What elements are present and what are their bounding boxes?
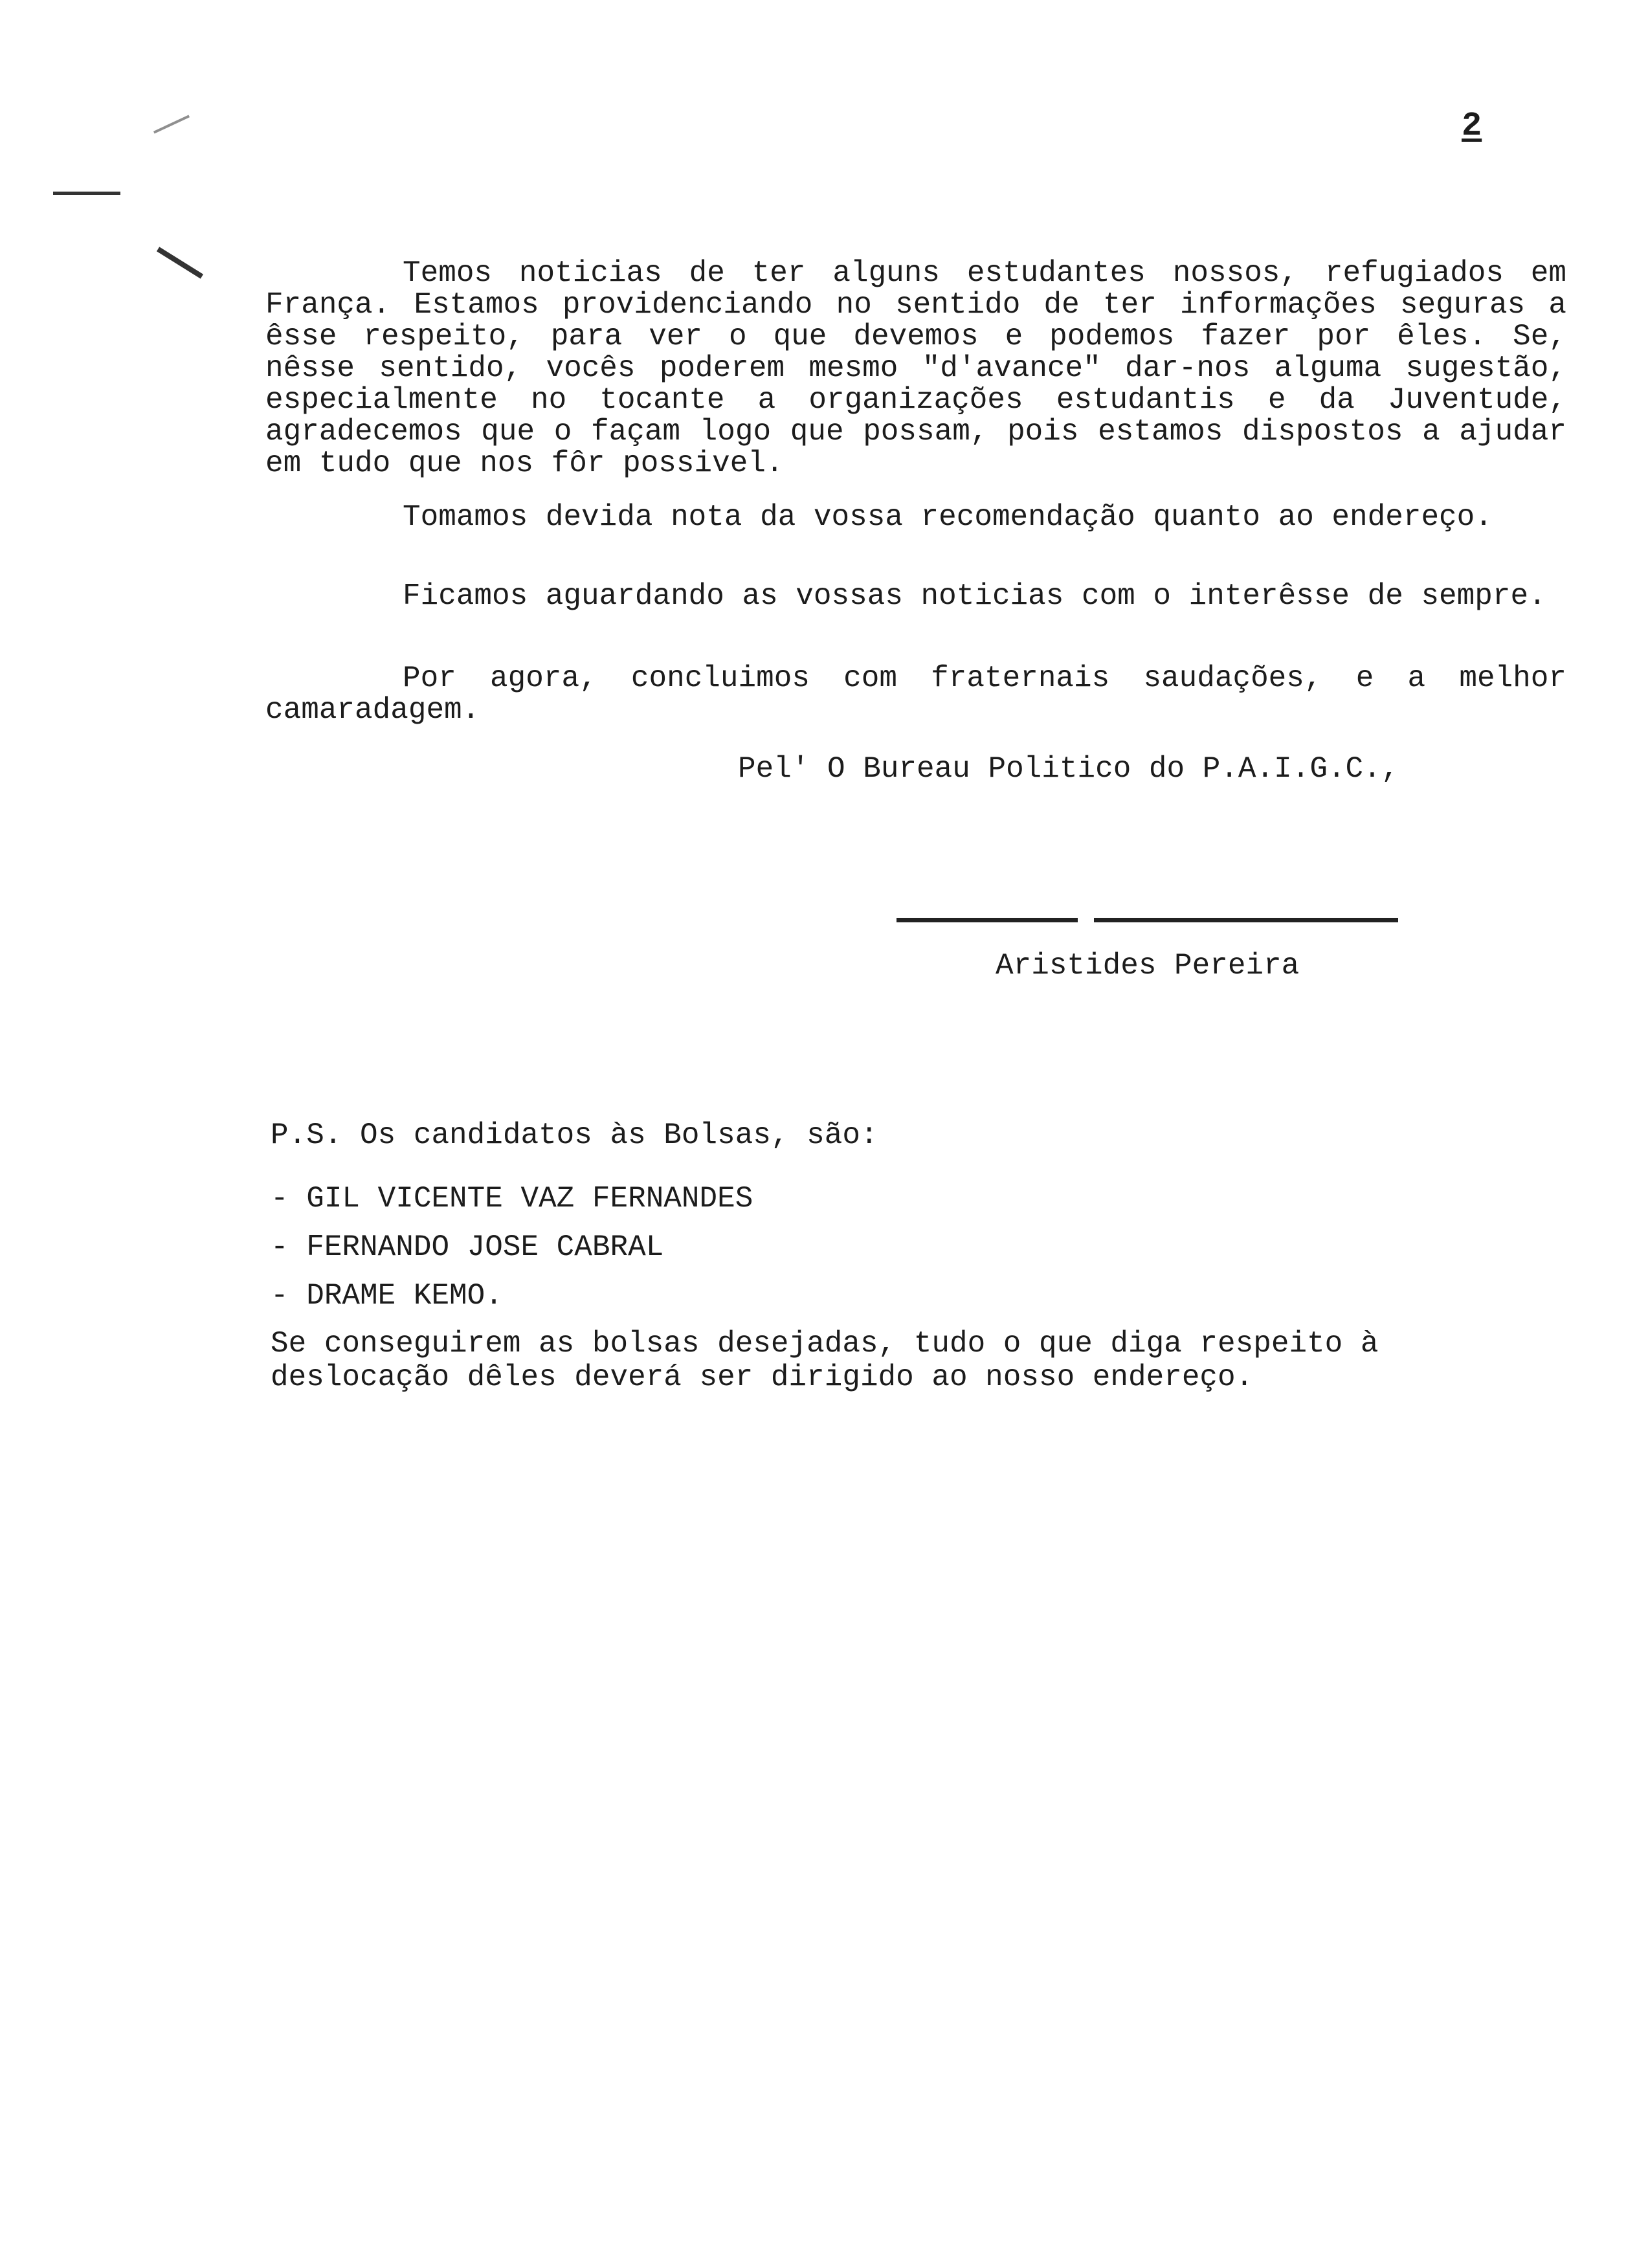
letter-body bbox=[265, 581, 1566, 612]
candidate-item: - FERNANDO JOSE CABRAL bbox=[271, 1230, 664, 1264]
margin-mark bbox=[157, 247, 203, 278]
body-paragraph: Ficamos aguardando as vossas noticias com o interêsse de sempre. bbox=[403, 579, 1546, 613]
signature-line bbox=[1094, 918, 1398, 922]
page-number: 2 bbox=[1462, 107, 1482, 145]
letter-body bbox=[265, 502, 1566, 533]
margin-mark bbox=[53, 192, 120, 195]
postscript-note: Se conseguirem as bolsas desejadas, tudo o que diga respeito à deslocação dêles deverá ser dirigido ao nosso endereço. bbox=[271, 1327, 1379, 1394]
body-paragraph: Tomamos devida nota da vossa recomendação quanto ao endereço. bbox=[403, 500, 1493, 534]
margin-mark bbox=[153, 115, 190, 134]
closing-line: Pel' O Bureau Politico do P.A.I.G.C., bbox=[738, 752, 1399, 786]
candidate-list bbox=[271, 1182, 753, 1328]
postscript-heading: P.S. Os candidatos às Bolsas, são: bbox=[271, 1118, 878, 1152]
letter-body bbox=[265, 258, 1566, 480]
signature-line bbox=[897, 918, 1078, 922]
candidate-item: - GIL VICENTE VAZ FERNANDES bbox=[271, 1182, 753, 1216]
signatory-name: Aristides Pereira bbox=[996, 949, 1300, 983]
body-paragraph: Temos noticias de ter alguns estudantes nossos, refugiados em França. Estamos providenciando no sentido de ter informações seguras a êsse respeito, para ver o que devemos e podemos fazer por êles. Se, nêsse sentido, vocês poderem mesmo "d'avance" dar-nos alguma sugestão, especialmente no tocante a organizações estudantis e da Juventude, agradecemos que o façam logo que possam, pois estamos dispostos a ajudar em tudo que nos fôr possivel. bbox=[265, 256, 1566, 480]
body-paragraph: Por agora, concluimos com fraternais saudações, e a melhor camaradagem. bbox=[265, 662, 1566, 727]
letter-body bbox=[265, 663, 1566, 726]
candidate-item: - DRAME KEMO. bbox=[271, 1279, 503, 1313]
